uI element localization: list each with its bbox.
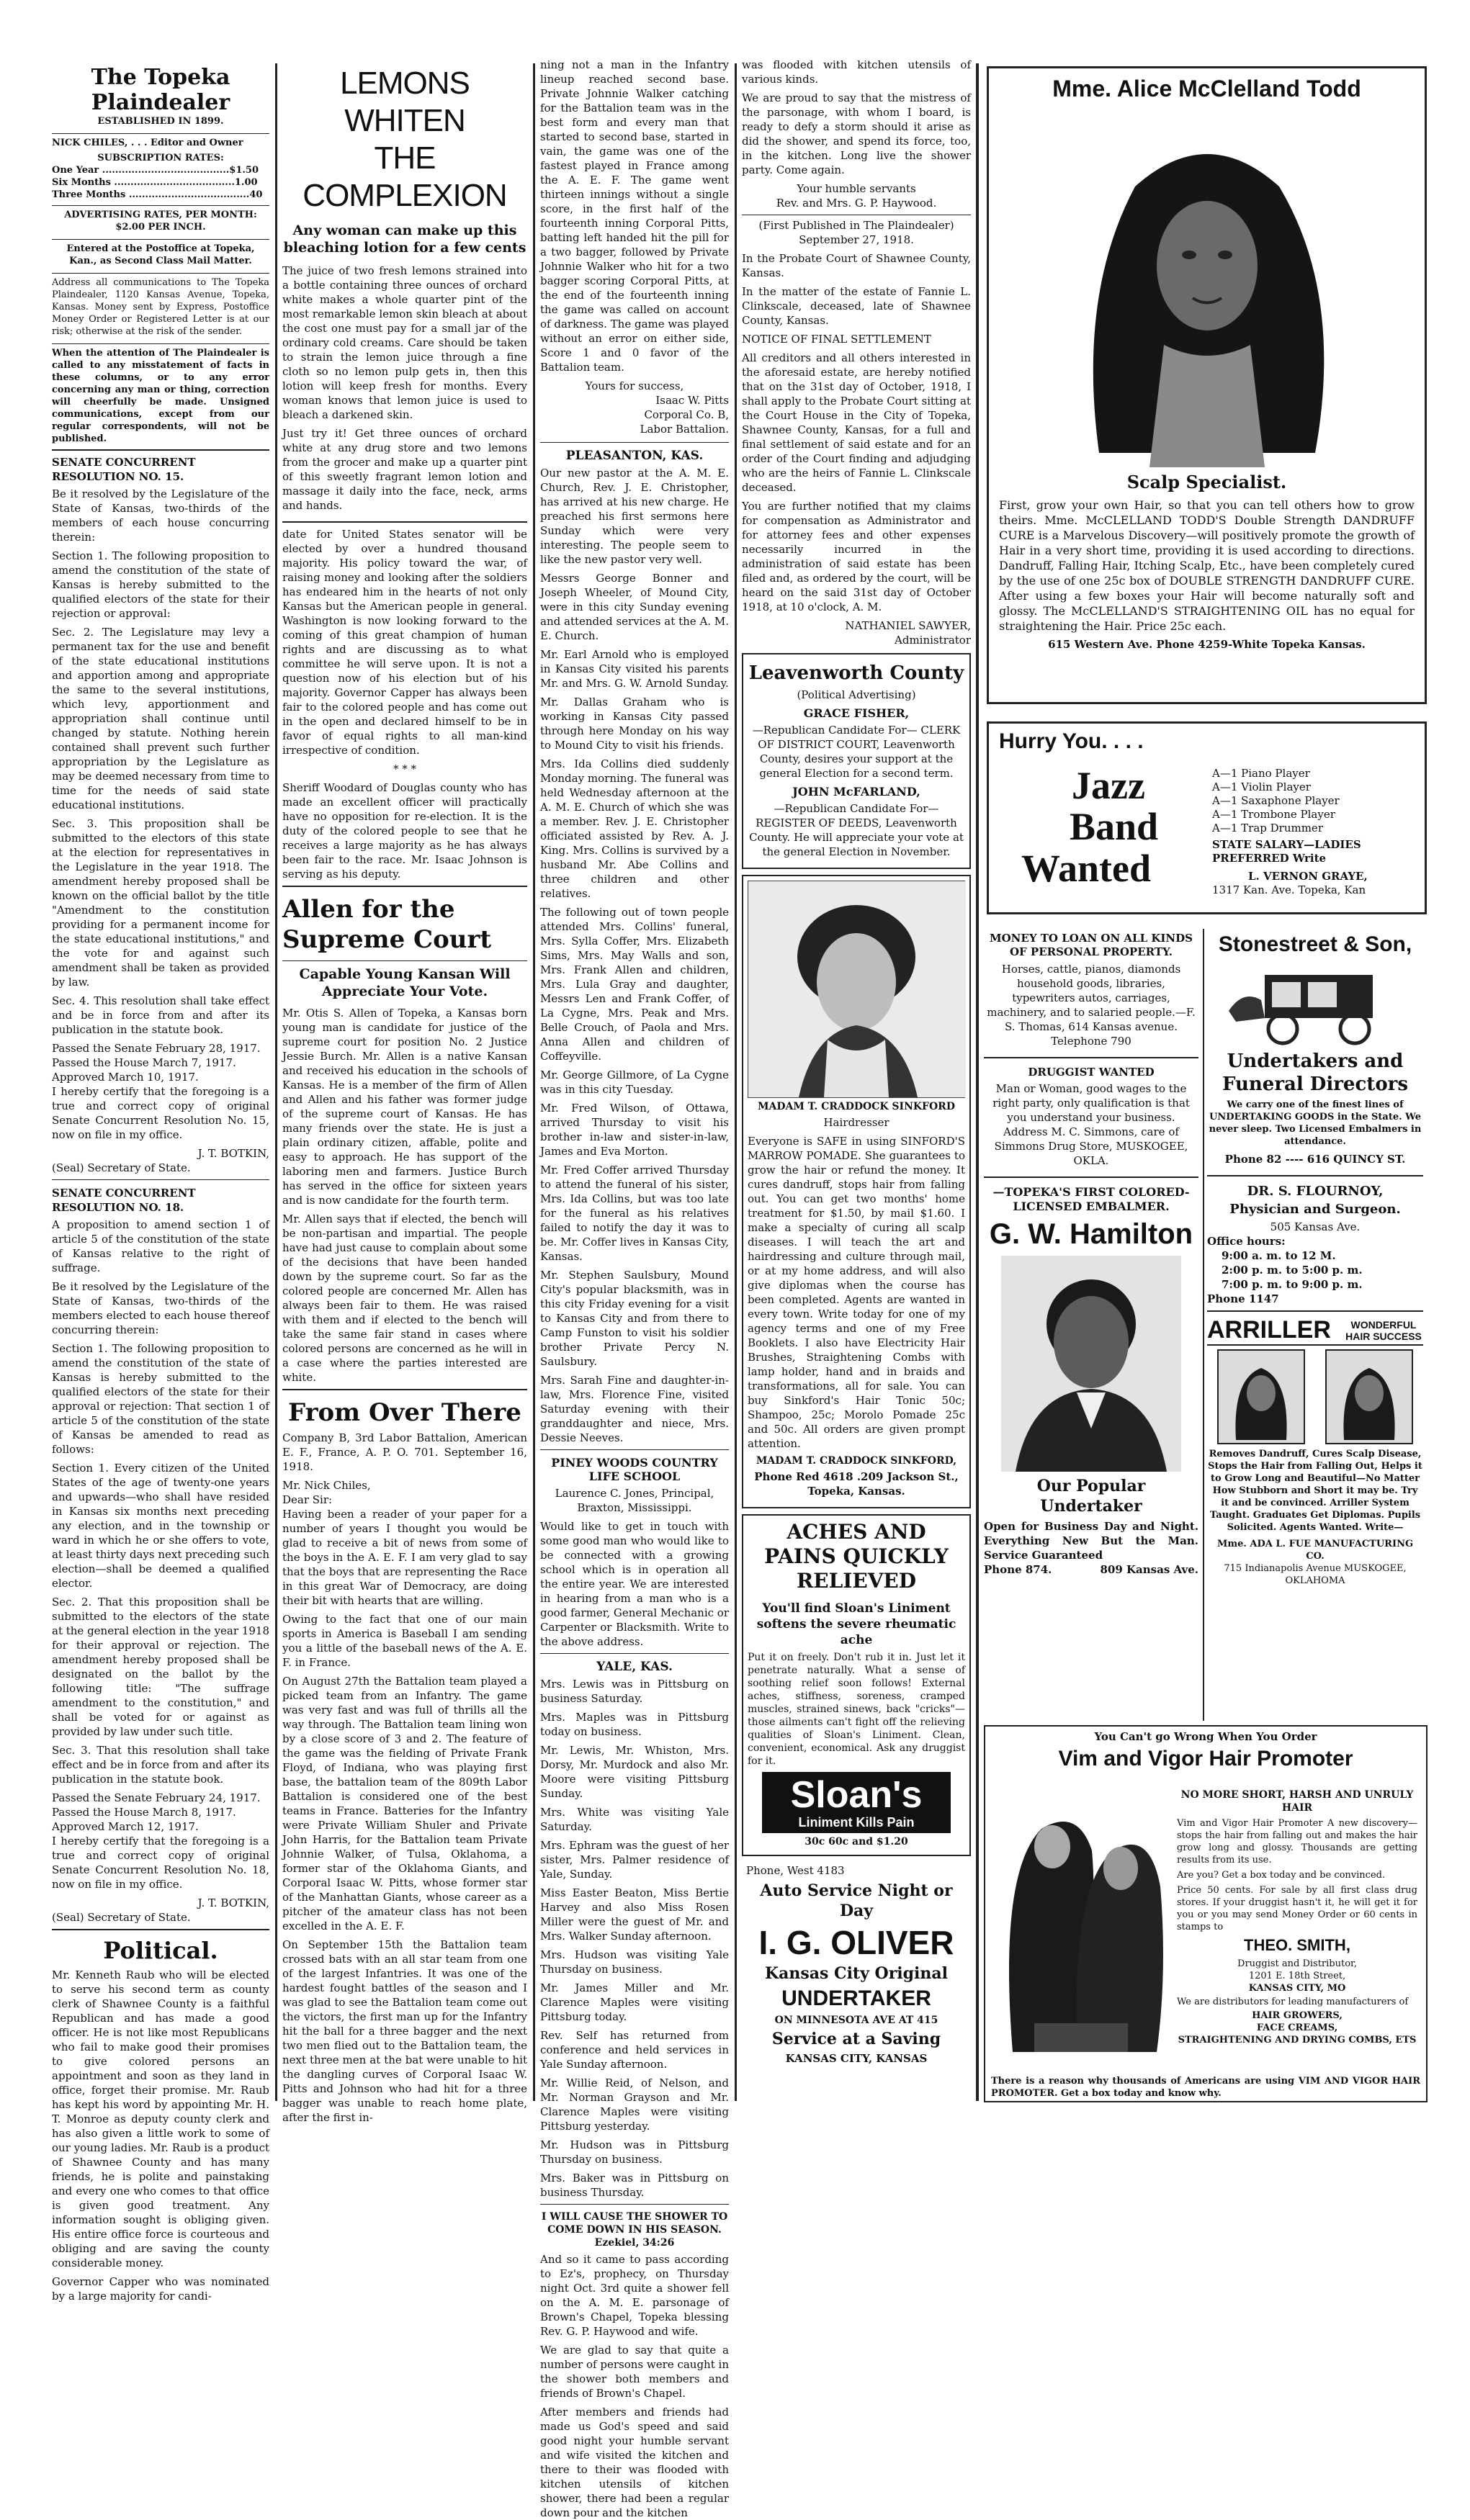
lemons-subhead: Any woman can make up this bleaching lotion for a few cents bbox=[283, 222, 526, 256]
article-paragraph: Owing to the fact that one of our main sports in America is Baseball I am sending you a little of the baseball news of the A. E. F. in France. bbox=[282, 1613, 527, 1669]
sloans-logo bbox=[762, 1772, 951, 1833]
leavenworth-subheading: (Political Advertising) bbox=[797, 688, 916, 701]
final-settlement-notice bbox=[742, 215, 971, 647]
jazz-list-item: A—1 Trap Drummer bbox=[1212, 822, 1323, 834]
article-paragraph: On August 27th the Battalion team played a picked team from an Infantry. The game was very fast and was full of thrills all the way through. The Battalion team lining won by a close score of 3 and 2. The feature of the game was the fielding of Private Frank Floyd, of Indiana, who was playing first base, the battalion team of the 809th Labor Battalion is considered one of the best teams in France. Batteries for the Infantry were Private William Shuler and Private John Harris, for the Battalion team Private Johnnie Walker, of Tulsa, Oklahoma, a former star of the Oklahoma Giants, and Corporal Isaac W. Pitts, whose former star of the Manhattan Giants, whose career as a pitcher of the amateur class has not been excelled in the A. E. F. bbox=[282, 1675, 527, 1932]
notice-paragraph: In the matter of the estate of Fannie L. Clinkscale, deceased, late of Shawnee County, Kansas. bbox=[742, 285, 971, 327]
piney-woods-paragraph: Laurence C. Jones, Principal, Braxton, Mississippi. bbox=[555, 1487, 714, 1514]
todd-address: 615 Western Ave. Phone 4259-White Topeka Kansas. bbox=[1048, 638, 1366, 651]
sinkford-caption-2: Hairdresser bbox=[823, 1116, 889, 1129]
vim-text: Are you? Get a box today and be convinced. bbox=[1177, 1870, 1386, 1881]
rate-line: One Year .......................................$1.50 bbox=[52, 165, 259, 176]
jazz-address: 1317 Kan. Ave. Topeka, Kan bbox=[1212, 883, 1366, 896]
over-there-article bbox=[282, 1389, 527, 2125]
stonestreet-subheading: Undertakers and Funeral Directors bbox=[1222, 1050, 1408, 1095]
flournoy-hours: 9:00 a. m. to 12 M. bbox=[1222, 1249, 1336, 1262]
flournoy-phone: Phone 1147 bbox=[1207, 1292, 1279, 1305]
shower-signature: Rev. and Mrs. G. P. Haywood. bbox=[776, 197, 937, 210]
address-note: Address all communications to The Topeka Plaindealer, 1120 Kansas Avenue, Topeka, Kansas. Money sent by Express, Postoffice Money Order or Registered Letter is at our risk; otherwise at the risk of the sender. bbox=[52, 273, 269, 338]
hamilton-ad bbox=[984, 1178, 1198, 1581]
resolution-paragraph: Passed the Senate February 28, 1917. bbox=[52, 1042, 261, 1055]
column-rule bbox=[533, 63, 535, 2101]
lemons-ad bbox=[282, 65, 527, 523]
yale-heading: YALE, KAS. bbox=[596, 1660, 673, 1674]
oliver-trade: UNDERTAKER bbox=[781, 1986, 931, 2010]
resolution-paragraph: Sec. 2. The Legislature may levy a permanent tax for the use and benefit of the state educational institutions and apportion among and appropriate the same to the several institutions, which levy, apportionment and appropriation shall continue until changed by statute. Nothing herein contained shall prevent such further appropriation by the Legislature as may be deemed necessary from time to time for the needs of said state educational institutions. bbox=[52, 626, 269, 811]
oliver-phone: Phone, West 4183 bbox=[746, 1864, 845, 1877]
resolution-paragraph: I hereby certify that the foregoing is a true and correct copy of original Senate Concurrent Resolution No. 15, now on file in my office. bbox=[52, 1085, 269, 1141]
vim-body bbox=[1177, 1786, 1417, 2046]
letter-signature: Corporal Co. B, bbox=[644, 408, 729, 421]
local-news-item: Mrs. Ida Collins died suddenly Monday morning. The funeral was held Wednesday afternoon at the A. M. E. Church of which she was a member. Rev. J. E. Christopher officiated assisted by Rev. A. J. King. Mrs. Collins is survived by a husband Mr. Abe Collins and three children and other relatives. bbox=[540, 757, 729, 900]
local-news-item: Miss Easter Beaton, Miss Bertie Harvey and also Miss Rosen Miller were the guest of Mr. and Mrs. Walker Sunday afternoon. bbox=[540, 1886, 729, 1943]
vim-bottom-line: There is a reason why thousands of Americans are using VIM AND VIGOR HAIR PROMOTER. Get a box today and know why. bbox=[991, 2076, 1420, 2099]
long-hair-women-icon bbox=[991, 1786, 1170, 2059]
woman-portrait-icon bbox=[1326, 1350, 1412, 1444]
resolution-paragraph: Passed the House March 8, 1917. bbox=[52, 1806, 236, 1819]
resolution-paragraph: Section 1. The following proposition to amend the constitution of the state of Kansas is hereby submitted to the qualified electors of the state for their approval or rejection: That section 1 of article 5 of the constitution of the state of Kansas be amended to read as follows: bbox=[52, 1342, 269, 1456]
aches-text: Put it on freely. Don't rub it in. Just let it penetrate naturally. What a sense of soothing relief soon follows! External aches, stiffness, soreness, cramped muscles, strained sinews, back "cricks"—those ailments can't fight off the relieving qualities of Sloan's Liniment. Clean, convenient, economical. Ask any druggist for it. bbox=[748, 1652, 965, 1767]
sloans-logo-text: Sloan's bbox=[790, 1774, 923, 1816]
sloans-price: 30c 60c and $1.20 bbox=[805, 1836, 908, 1848]
vim-product: FACE CREAMS, bbox=[1256, 2022, 1338, 2033]
sinkford-name: MADAM T. CRADDOCK SINKFORD, bbox=[756, 1455, 957, 1467]
portrait-icon bbox=[1001, 1256, 1181, 1472]
druggist-ad bbox=[984, 1058, 1198, 1178]
vim-name: THEO. SMITH, bbox=[1244, 1936, 1350, 1954]
oliver-saving: Service at a Saving bbox=[771, 2030, 941, 2048]
todd-ad bbox=[987, 66, 1427, 704]
local-news-item: The following out of town people attended Mrs. Collins' funeral, Mrs. Sylla Coffer, Mrs. Elizabeth Sims, Mrs. May Walls and son, Mrs. Frank Allen and children, Mrs. Lula Gray and daughter, Messrs Len and Frank Coffer, of La Cygne, Mrs. Peak and Mrs. Belle Crouch, of Paola and Mrs. Anna Allen and children of Coffeyville. bbox=[540, 906, 729, 1063]
shower-paragraph: And so it came to pass according to Ez's, prophecy, on Thursday night Oct. 3rd quite a shower fell on the A. M. E. parsonage of Brown's Chapel, Topeka blessing Rev. G. P. Haywood and wife. bbox=[540, 2253, 729, 2338]
local-news-item: Mr. Earl Arnold who is employed in Kansas City visited his parents Mr. and Mrs. G. W. Arnold Sunday. bbox=[540, 648, 729, 690]
local-news-item: Messrs George Bonner and Joseph Wheeler, of Mound City, were in this city Sunday evening and attended services at the A. M. E. Church. bbox=[540, 572, 729, 642]
portrait-icon bbox=[1056, 107, 1358, 467]
article-paragraph: Company B, 3rd Labor Battalion, American E. F., France, A. P. O. 701. September 16, 1918. bbox=[282, 1431, 527, 1473]
arriller-subheadline: WONDERFUL HAIR SUCCESS bbox=[1345, 1318, 1422, 1342]
allen-headline: Allen for the Supreme Court bbox=[282, 895, 492, 954]
jazz-name: L. VERNON GRAYE, bbox=[1248, 870, 1368, 883]
article-paragraph: ning not a man in the Infantry lineup reached second base. Private Johnnie Walker catching for the Battalion team was in the best form and every man that started to second base, started in vain, the game was one of the fastest played in France among the A. E. F. The game went thirteen innings without a single score, in the first half of the fourteenth inning Corporal Pitts, batting left handed hit the pill for a two bagger, followed by Private Johnnie Walker who hit for a two bagger scoring Corporal Pitts, at the end of the fourteenth inning the game was called on account of darkness. The game was played without an error on either side, Score 1 and 0 favor of the Battalion team. bbox=[540, 58, 729, 374]
attention-note: When the attention of The Plaindealer is called to any misstatement of facts in these columns, or to any error concerning any man or thing, correction will cheerfully be made. Unsigned communications, except from our regular correspondents, will not be published. bbox=[52, 343, 269, 445]
vim-address: 1201 E. 18th Street, bbox=[1248, 1971, 1346, 1981]
masthead-editor: NICK CHILES, . . . Editor and Owner bbox=[52, 133, 269, 149]
vim-illustration bbox=[991, 1786, 1170, 2059]
hearse-icon bbox=[1222, 960, 1409, 1047]
stonestreet-heading: Stonestreet & Son, bbox=[1218, 932, 1412, 956]
shower-paragraph: Your humble servants bbox=[797, 182, 916, 195]
subscription-heading: SUBSCRIPTION RATES: bbox=[97, 153, 224, 163]
embalmer-heading: —TOPEKA'S FIRST COLORED-LICENSED EMBALMER. bbox=[992, 1185, 1190, 1213]
notice-signature: NATHANIEL SAWYER, bbox=[845, 619, 971, 632]
resolution-paragraph: Passed the Senate February 24, 1917. bbox=[52, 1791, 261, 1804]
sinkford-caption: MADAM T. CRADDOCK SINKFORD bbox=[758, 1101, 955, 1112]
oliver-ad bbox=[742, 1862, 971, 2069]
resolution-seal: (Seal) Secretary of State. bbox=[52, 1161, 191, 1174]
todd-caption: Scalp Specialist. bbox=[1126, 472, 1287, 492]
allen-subhead: Capable Young Kansan Will Appreciate Your Vote. bbox=[282, 960, 527, 1000]
jazz-salary: STATE SALARY—LADIES PREFERRED Write bbox=[1212, 838, 1361, 865]
candidate-name: JOHN McFARLAND, bbox=[792, 785, 920, 798]
woman-portrait-icon bbox=[1218, 1350, 1304, 1444]
arriller-maker: Mme. ADA L. FUE MANUFACTURING CO. bbox=[1216, 1539, 1414, 1562]
local-news-item: Mrs. White was visiting Yale Saturday. bbox=[540, 1806, 729, 1833]
article-paragraph: Mr. Allen says that if elected, the bench will be non-partisan and impartial. The people have had just cause to complain about some of the decisions that have been handed down by the supreme court. So far as the colored people are concerned Mr. Allen has always been fair to them. He was raised with them and if elected to the bench will take the same fair stand in cases where colored persons are concerned as he will in a case where the parties interested are white. bbox=[282, 1212, 527, 1384]
druggist-heading: DRUGGIST WANTED bbox=[1028, 1066, 1155, 1079]
column-4 bbox=[742, 58, 971, 2102]
vim-headline: Vim and Vigor Hair Promoter bbox=[1058, 1747, 1353, 1770]
sinkford-address: Phone Red 4618 .209 Jackson St., Topeka, Kansas. bbox=[754, 1470, 959, 1498]
popular-address: 809 Kansas Ave. bbox=[1100, 1563, 1198, 1576]
resolution-18-title: SENATE CONCURRENT RESOLUTION NO. 18. bbox=[52, 1187, 196, 1214]
notice-paragraph: All creditors and all others interested in the aforesaid estate, are hereby notified that on the 31st day of October, 1918, I shall apply to the Probate Court sitting at the Court House in the City of Topeka, Shawnee County, Kansas, for a full and final settlement of said estate and for an order of the Court finding and adjudging who are the heirs of Fannie L. Clinkscale deceased. bbox=[742, 351, 971, 494]
resolution-paragraph: Sec. 4. This resolution shall take effect and be in force from and after its publication in the statute book. bbox=[52, 994, 269, 1036]
loan-heading: MONEY TO LOAN ON ALL KINDS OF PERSONAL PROPERTY. bbox=[990, 932, 1193, 958]
local-news-item: Mrs. Baker was in Pittsburg on business Thursday. bbox=[540, 2172, 729, 2199]
local-news-item: Mr. Fred Wilson, of Ottawa, arrived Thursday to visit his brother in-law and sister-in-law, James and Eva Morton. bbox=[540, 1102, 729, 1158]
popular-heading: Our Popular Undertaker bbox=[1036, 1477, 1146, 1516]
flournoy-hours: 2:00 p. m. to 5:00 p. m. bbox=[1222, 1264, 1363, 1277]
resolution-paragraph: Approved March 10, 1917. bbox=[52, 1071, 199, 1084]
pleasanton-heading: PLEASANTON, KAS. bbox=[565, 449, 704, 463]
todd-portrait bbox=[1056, 107, 1358, 467]
vim-top-line: You Can't go Wrong When You Order bbox=[1094, 1730, 1317, 1743]
letter-signature: Isaac W. Pitts bbox=[655, 394, 729, 407]
article-paragraph: date for United States senator will be elected by over a hundred thousand majority. His policy toward the war, of raising money and looking after the soldiers has endeared him in the hearts of not only Kansas but the American people in general. Washington is now looking forward to the coming of this great champion of human rights and are discussing as to what committee he will serve upon. It is not a question now of his election but of his majority. Governor Capper has always been fair to the colored people and has come out in the open and declared himself to be in favor of equal rights to all man-kind irrespective of condition. bbox=[282, 528, 527, 757]
candidate-text: —Republican Candidate For— CLERK OF DISTRICT COURT, Leavenworth County, desires your support at the general Election for a second term. bbox=[752, 724, 961, 780]
piney-woods-section bbox=[540, 1449, 729, 1649]
over-there-headline: From Over There bbox=[288, 1398, 521, 1427]
masthead-title: The Topeka Plaindealer bbox=[91, 65, 230, 115]
resolution-paragraph: Sec. 2. That this proposition shall be submitted to the electors of the state at the general election in the year 1918 for their approval or rejection. The amendment hereby proposed shall be designated on the ballot by the following title: "The suffrage amendment to the constitution," and shall be voted for or against as provided by law under such title. bbox=[52, 1596, 269, 1738]
resolution-15 bbox=[52, 455, 269, 1175]
flournoy-address: 505 Kansas Ave. bbox=[1270, 1220, 1361, 1233]
article-paragraph: Having been a reader of your paper for a number of years I thought you would be glad to receive a bit of news from some of the boys in the A. E. F. I am very glad to say that the boys that are representing the Race in this great War of Democracy, are doing their bit with hearts that are willing. bbox=[282, 1508, 527, 1607]
local-news-item: Mr. Willie Reid, of Nelson, and Mr. Norman Grayson and Mr. Clarence Maples were visiting Pittsburg yesterday. bbox=[540, 2076, 729, 2133]
local-news-item: Mr. Lewis, Mr. Whiston, Mrs. Dorsy, Mr. Murdock and also Mr. Moore were visiting Pittsburg Sunday. bbox=[540, 1744, 729, 1800]
oliver-address: ON MINNESOTA AVE AT 415 bbox=[774, 2015, 938, 2026]
flournoy-subheading: Physician and Surgeon. bbox=[1229, 1202, 1401, 1217]
aches-subhead: You'll find Sloan's Liniment softens the severe rheumatic ache bbox=[756, 1601, 956, 1647]
resolution-paragraph: Be it resolved by the Legislature of the State of Kansas, two-thirds of the members of each house concurring therein: bbox=[52, 487, 269, 544]
sinkford-paragraph: Everyone is SAFE in using SINFORD'S MARROW POMADE. She guarantees to grow the hair or refund the money. It cures dandruff, stops hair from falling out. You can get two months' home treatment for $1.50, by mail $1.60. I make a specialty of curing all scalp diseases. I will teach the art and hairdressing and culture through mail, or at my home address, and will also give diplomas when the course has been completed. Agents are wanted in every town. Write today for one of my agency terms and one of my Free Booklets. I also have Electricity Hair Brushes, Straightening Combs with lamp holder, hand and in braids and transformations, all for sale. You can buy Sinkford's Hair Tonic 50c; Shampoo, 25c; Morolo Pomade 25c and 50c. All orders are given prompt attention. bbox=[748, 1135, 965, 1450]
resolution-paragraph: I hereby certify that the foregoing is a true and correct copy of original Senate Concurrent Resolution No. 18, now on file in my office. bbox=[52, 1835, 269, 1891]
baseball-letter-continued bbox=[540, 58, 729, 436]
vim-subheadline: NO MORE SHORT, HARSH AND UNRULY HAIR bbox=[1180, 1789, 1414, 1814]
masthead bbox=[52, 65, 269, 451]
shower-section bbox=[540, 2204, 729, 2520]
article-paragraph: Dear Sir: bbox=[282, 1493, 333, 1506]
hearse-illustration bbox=[1222, 960, 1409, 1047]
resolution-paragraph: Passed the House March 7, 1917. bbox=[52, 1056, 236, 1069]
political-paragraph: Mr. Kenneth Raub who will be elected to serve his second term as county clerk of Shawnee County is a faithful Republican and has made a good officer. He is not like most Republicans who fail to make good their promises to give colored persons an appointment and soon as they land in office, forget their promise. Mr. Raub has kept his word by appointing Mr. H. T. Monroe as deputy county clerk and has also given a little work to some of our young ladies. Mr. Raub is a product of Shawnee County and has many friends, he is polite and painstaking and every one who comes to that office is given good treatment. Any information sought is obliging given. His entire office force is courteous and obliging and are saving the county considerable money. bbox=[52, 1968, 269, 2269]
oliver-city: KANSAS CITY, KANSAS bbox=[785, 2052, 928, 2065]
shower-paragraph: After members and friends had made us God's speed and said good night your humble servant and wife visited the kitchen and there to their was flooded with kitchen utensils of kitchen shower, there had been a regular down pour and the kitchen bbox=[540, 2406, 729, 2519]
rate-line: Three Months .....................................40 bbox=[52, 189, 263, 200]
resolution-paragraph: Section 1. Every citizen of the United States of the age of twenty-one years and upwards—who shall have resided in Kansas six months next preceding any election, and in the township or ward in which he or she offers to vote, at least thirty days next preceding such election—shall be deemed a qualified elector. bbox=[52, 1462, 269, 1590]
resolution-paragraph: Section 1. The following proposition to amend the constitution of the state of Kansas is hereby submitted to the qualified electors of the state for their rejection or approval: bbox=[52, 549, 269, 620]
hamilton-portrait bbox=[1001, 1256, 1181, 1472]
local-news-item: Rev. Self has returned from conference and held services in Yale Sunday afternoon. bbox=[540, 2029, 729, 2071]
flournoy-heading: DR. S. FLOURNOY, bbox=[1247, 1184, 1384, 1199]
jazz-list-item: A—1 Saxaphone Player bbox=[1212, 794, 1340, 807]
column-5-right bbox=[1207, 929, 1423, 1721]
column-rule bbox=[976, 63, 979, 2101]
capper-article bbox=[282, 523, 527, 881]
local-news-item: Mr. Fred Coffer arrived Thursday to attend the funeral of his sister, Mrs. Ida Collins, but was too late for the funeral as his relatives failed to notify the day it was to be. Mr. Coffer lives in Kansas City, Kansas. bbox=[540, 1164, 729, 1263]
vim-distributor: Druggist and Distributor, bbox=[1237, 1958, 1357, 1969]
jazz-band-ad bbox=[987, 721, 1427, 914]
popular-contact bbox=[984, 1562, 1198, 1581]
article-paragraph: Sheriff Woodard of Douglas county who has made an excellent officer will practically have no opposition for re-election. It is the duty of the colored people to see that he receives a large majority as he has always been fair to the race. Mr. Isaac Johnson is serving as his deputy. bbox=[282, 781, 527, 881]
vim-text: Vim and Vigor Hair Promoter A new discovery—stops the hair from falling out and makes the hair grow long and glossy. Thousands are getting results from its use. bbox=[1177, 1818, 1417, 1866]
resolution-paragraph: Approved March 12, 1917. bbox=[52, 1820, 199, 1833]
lemons-paragraph: Just try it! Get three ounces of orchard white at any drug store and two lemons from the grocer and make up a quarter pint of this sweetly fragrant lemon lotion and massage it daily into the face, neck, arms and hands. bbox=[282, 427, 527, 512]
vim-product: HAIR GROWERS, bbox=[1252, 2010, 1343, 2021]
piney-woods-heading: PINEY WOODS COUNTRY LIFE SCHOOL bbox=[551, 1456, 718, 1483]
local-news-item: Mr. Dallas Graham who is working in Kansas City passed through here Monday on his way to Mound City to visit his friends. bbox=[540, 696, 729, 752]
column-1 bbox=[52, 65, 269, 2303]
sub-column-rule bbox=[1203, 929, 1204, 1721]
aches-headline: ACHES AND PAINS QUICKLY RELIEVED bbox=[764, 1520, 949, 1593]
jazz-list-item: A—1 Piano Player bbox=[1212, 767, 1310, 780]
letter-signature: Labor Battalion. bbox=[640, 423, 729, 436]
local-news-item: Mr. James Miller and Mr. Clarence Maples were visiting Pittsburg today. bbox=[540, 1981, 729, 2023]
yale-section bbox=[540, 1653, 729, 2200]
article-separator: * * * bbox=[393, 762, 417, 775]
oliver-service: Auto Service Night or Day bbox=[760, 1881, 953, 1920]
notice-published: (First Published in The Plaindealer) September 27, 1918. bbox=[758, 219, 954, 246]
article-paragraph: Mr. Otis S. Allen of Topeka, a Kansas born young man is candidate for justice of the supreme court for position No. 2 Justice Jessie Burch. Mr. Allen is a native Kansan and received his education in the schools of Kansas. He is a member of the firm of Allen and Allen and his father was former judge of the supreme court of Kansas. He has many friends over the state. He is just a plain ordinary citizen, affable, polite and easy to approach. He has support of the laboring men and farmers. Justice Burch has served in the office for sixteen years and is now candidate for the fourth term. bbox=[282, 1007, 527, 1207]
jazz-list bbox=[1212, 767, 1425, 897]
political-heading: Political. bbox=[103, 1937, 218, 1964]
local-news-item: Mrs. Sarah Fine and daughter-in-law, Mrs. Florence Fine, visited Saturday evening with their granddaughter and niece, Mrs. Dessie Neeves. bbox=[540, 1374, 729, 1444]
jazz-word: Jazz bbox=[1072, 764, 1145, 807]
oliver-name: I. G. OLIVER bbox=[758, 1924, 954, 1961]
article-paragraph: Mr. Nick Chiles, bbox=[282, 1479, 371, 1492]
sinkford-ad bbox=[742, 875, 971, 1508]
masthead-established: ESTABLISHED IN 1899. bbox=[97, 116, 224, 127]
loan-ad bbox=[984, 932, 1198, 1058]
flournoy-hours: 7:00 p. m. to 9:00 p. m. bbox=[1222, 1278, 1363, 1291]
jazz-list-item: A—1 Trombone Player bbox=[1212, 808, 1335, 821]
local-news-item: Mrs. Hudson was visiting Yale Thursday on business. bbox=[540, 1948, 729, 1976]
arriller-address: 715 Indianapolis Avenue MUSKOGEE, OKLAHOMA bbox=[1224, 1563, 1407, 1586]
vim-text: Price 50 cents. For sale by all first class drug stores. If your druggist hasn't it, he will get it for you or you may send Money Order or 60 cents in stamps to bbox=[1177, 1885, 1417, 1932]
todd-text: First, grow your own Hair, so that you can tell others how to grow theirs. Mme. McCLELLAND TODD'S Double Strength DANDRUFF CURE is a Marvelous Discovery—will positively promote the growth of Hair in a very short time, providing it is used according to directions. Dandruff, Falling Hair, Itching Scalp, Etc., have been completely cured by the use of one 25c box of DOUBLE STRENGTH DANDRUFF CURE. After using a few boxes your Hair will become naturally soft and glossy. The McCLELLAND'S STRAIGHTENING OIL has no equal for straightening the Hair. Price 25c each. bbox=[999, 498, 1415, 633]
shower-paragraph: was flooded with kitchen utensils of various kinds. bbox=[742, 58, 971, 86]
loan-text: Horses, cattle, pianos, diamonds household goods, libraries, typewriters autos, carriages, machinery, and to salaried people.—F. S. Thomas, 614 Kansas avenue. Telephone 790 bbox=[987, 963, 1196, 1048]
stonestreet-phone: Phone 82 ---- 616 QUINCY ST. bbox=[1224, 1153, 1406, 1166]
flournoy-ad bbox=[1207, 1176, 1423, 1312]
sinkford-portrait bbox=[748, 881, 965, 1098]
leavenworth-ad bbox=[742, 653, 971, 869]
local-news-item: Mr. George Gillmore, of La Cygne was in this city Tuesday. bbox=[540, 1068, 729, 1096]
arriller-photos bbox=[1207, 1350, 1423, 1444]
resolution-15-title: SENATE CONCURRENT RESOLUTION NO. 15. bbox=[52, 456, 196, 483]
shower-paragraph: We are glad to say that quite a number of persons were caught in the shower both members and friends of Brown's Chapel. bbox=[540, 2344, 729, 2400]
resolution-signature: J. T. BOTKIN, bbox=[197, 1896, 269, 1909]
todd-headline: Mme. Alice McClelland Todd bbox=[1052, 76, 1361, 102]
lemons-paragraph: The juice of two fresh lemons strained into a bottle containing three ounces of orchard white makes a whole quarter pint of the most remarkable lemon skin bleach at about the cost one must pay for a small jar of the ordinary cold creams. Care should be taken to strain the lemon juice through a fine cloth so no lemon pulp gets in, then this lotion will keep fresh for months. Every woman knows that lemon juice is used to bleach a darkened skin. bbox=[282, 264, 527, 421]
rate-line: Six Months .....................................1.00 bbox=[52, 177, 258, 188]
resolution-18 bbox=[52, 1179, 269, 1925]
hamilton-name: G. W. Hamilton bbox=[989, 1218, 1193, 1250]
article-paragraph: On September 15th the Battalion team crossed bats with an all star team from one of the largest Infantries. It was one of the hardest fought battles of the season and I was glad to see the Battalion team come out the victors, the first man up for the Infantry hit the ball for a three bagger and the next two men flied out to the Battalion team, the next three men at the bat were unable to hit the dangling curves of Corporal Isaac W. Pitts and Johnson who had hit for a three bagger was unable to reach home plate, after the first in- bbox=[282, 1938, 527, 2124]
shower-paragraph: We are proud to say that the mistress of the parsonage, with whom I board, is ready to defy a storm should it arise as did the shower, and spend its force, too, in the kitchen. Long live the shower party. Come again. bbox=[742, 91, 971, 176]
notice-paragraph: You are further notified that my claims for compensation as Administrator and for attorney fees and other expenses necessarily incurred in the administration of said estate has been filed and, as ordered by the court, will be heard on the said 31st day of October 1918, at 10 o'clock, A. M. bbox=[742, 500, 971, 613]
local-news-item: Mr. Hudson was in Pittsburg Thursday on business. bbox=[540, 2138, 729, 2166]
notice-paragraph: NOTICE OF FINAL SETTLEMENT bbox=[742, 333, 931, 346]
shower-heading: I WILL CAUSE THE SHOWER TO COME DOWN IN HIS SEASON. Ezekiel, 34:26 bbox=[541, 2211, 728, 2249]
allen-article bbox=[282, 886, 527, 1385]
leavenworth-heading: Leavenworth County bbox=[748, 662, 964, 684]
vim-product: STRAIGHTENING AND DRYING COMBS, ETS bbox=[1178, 2035, 1417, 2046]
candidate-text: —Republican Candidate For— REGISTER OF DEEDS, Leavenworth County. He will appreciate your vote at the general Election in November. bbox=[749, 802, 964, 858]
lemons-headline-2: THE COMPLEXION bbox=[302, 140, 507, 213]
stonestreet-text: We carry one of the finest lines of UNDERTAKING GOODS in the State. We never sleep. Two Licensed Embalmers in attendance. bbox=[1209, 1099, 1422, 1147]
popular-text: Open for Business Day and Night. Everything New But the Man. Service Guaranteed bbox=[984, 1520, 1198, 1562]
entered-note: Entered at the Postoffice at Topeka, Kan., as Second Class Mail Matter. bbox=[52, 239, 269, 267]
resolution-seal: (Seal) Secretary of State. bbox=[52, 1911, 191, 1924]
local-news-item: Mr. Stephen Saulsbury, Mound City's popular blacksmith, was in this city Friday evening for a visit to Kansas City and from there to Camp Funston to visit his soldier brother Private Percy N. Saulsbury. bbox=[540, 1269, 729, 1368]
jazz-word: Wanted bbox=[1021, 847, 1152, 890]
arriller-headline: ARRILLER bbox=[1207, 1316, 1331, 1344]
portrait-icon bbox=[748, 881, 966, 1097]
column-rule bbox=[275, 63, 277, 2101]
lemons-headline-1: LEMONS WHITEN bbox=[340, 66, 470, 138]
vim-address: KANSAS CITY, MO bbox=[1248, 1983, 1346, 1994]
shower-continued bbox=[742, 58, 971, 210]
jazz-hurry: Hurry You. . . . bbox=[999, 729, 1144, 753]
sloans-ad bbox=[742, 1514, 971, 1856]
article-paragraph: Yours for success, bbox=[585, 379, 684, 392]
popular-phone: Phone 874. bbox=[984, 1563, 1052, 1576]
column-2 bbox=[282, 65, 527, 2124]
sloans-logo-sub: Liniment Kills Pain bbox=[798, 1815, 915, 1830]
column-rule bbox=[735, 63, 737, 2101]
column-5-left bbox=[984, 929, 1198, 1721]
political-section bbox=[52, 1929, 269, 2303]
druggist-text: Man or Woman, good wages to the right party, only qualification is that you understand your business. Address M. C. Simmons, care of Simmons Drug Store, MUSKOGEE, OKLA. bbox=[992, 1082, 1190, 1167]
resolution-signature: J. T. BOTKIN, bbox=[197, 1147, 269, 1160]
local-news-item: Mrs. Maples was in Pittsburg today on business. bbox=[540, 1711, 729, 1738]
arriller-text: Removes Dandruff, Cures Scalp Disease, Stops the Hair from Falling Out, Helps it to Grow Long and Beautiful—No Matter How Stubborn and Short it may be. Try it and be convinced. Arriller System Taught. Graduates Get Diplomas. Pupils Solicited. Agents Wanted. Write— bbox=[1208, 1449, 1422, 1533]
candidate-name: GRACE FISHER, bbox=[803, 706, 910, 720]
column-3 bbox=[540, 58, 730, 2519]
vim-vigor-ad bbox=[984, 1725, 1428, 2102]
pleasanton-section bbox=[540, 442, 729, 1445]
advertising-rates: ADVERTISING RATES, PER MONTH: $2.00 PER INCH. bbox=[52, 205, 269, 233]
oliver-sub: Kansas City Original bbox=[765, 1964, 948, 1983]
flournoy-hours-heading: Office hours: bbox=[1207, 1235, 1286, 1248]
arriller-ad bbox=[1207, 1312, 1423, 1587]
resolution-paragraph: A proposition to amend section 1 of article 5 of the constitution of the state of Kansas relative to the right of suffrage. bbox=[52, 1218, 269, 1274]
local-news-item: Our new pastor at the A. M. E. Church, Rev. J. E. Christopher, has arrived at his new charge. He preached his first sermons here Sunday which were very interesting. The people seem to like the new pastor very well. bbox=[540, 467, 729, 566]
arriller-header bbox=[1207, 1316, 1423, 1346]
notice-paragraph: In the Probate Court of Shawnee County, Kansas. bbox=[742, 252, 971, 279]
jazz-word: Band bbox=[1070, 805, 1159, 848]
vim-text: We are distributors for leading manufacturers of bbox=[1177, 1997, 1409, 2007]
local-news-item: Mrs. Ephram was the guest of her sister, Mrs. Palmer residence of Yale, Sunday. bbox=[540, 1839, 729, 1881]
piney-woods-paragraph: Would like to get in touch with some good man who would like to be connected with a growing school which is in operation all the entire year. We are interested in hearing from a man who is a good farmer, General Mechanic or Carpenter or Blacksmith. Write to the above address. bbox=[540, 1520, 730, 1648]
stonestreet-ad bbox=[1207, 932, 1423, 1176]
local-news-item: Mrs. Lewis was in Pittsburg on business Saturday. bbox=[540, 1678, 729, 1705]
jazz-list-item: A—1 Violin Player bbox=[1212, 780, 1311, 793]
resolution-paragraph: Be it resolved by the Legislature of the State of Kansas, two-thirds of the members elected to each house thereof concurring therein: bbox=[52, 1280, 269, 1336]
political-paragraph: Governor Capper who was nominated by a large majority for candi- bbox=[52, 2275, 269, 2303]
notice-signature: Administrator bbox=[895, 634, 971, 647]
resolution-paragraph: Sec. 3. That this resolution shall take effect and be in force from and after its publication in the statute book. bbox=[52, 1744, 269, 1786]
resolution-paragraph: Sec. 3. This proposition shall be submitted to the electors of this state at the election for representatives in the Legislature in the year 1918. The amendment hereby proposed shall be known on the official ballot by the title "Amendment to the constitution providing for a permanent income for the state educational institutions," and the vote for and against such amendment shall be taken as provided by law. bbox=[52, 817, 269, 989]
